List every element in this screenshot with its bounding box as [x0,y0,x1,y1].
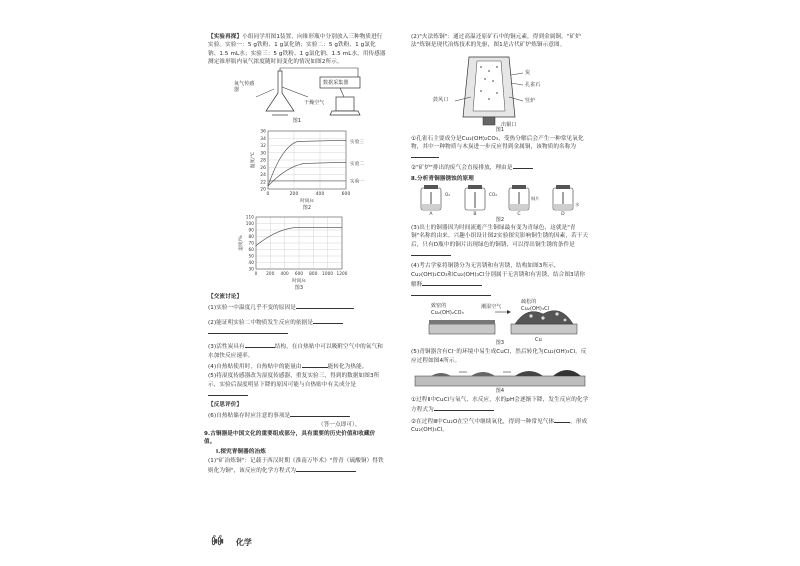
answer-blank-r5-2[interactable] [554,416,570,423]
intro-text: 小组同学用图1装置，向锥形瓶中分别放入三种物质进行实验。实验一：5 g铁粉、1 g氯化钠；实验二：5 g铁粉、1 g氯化钠、1.5 mL水；实验三：5 g铁粉、1 g氯化钠、1.5 mL水，用传感器测定锥形瓶内氧气浓度随时间变化的情况如图2所示。 [208,34,386,65]
jars-caption: 图2 [495,217,505,224]
dry-air-label: 干燥空气 [304,100,325,107]
question-r5-1-text: ①过程Ⅱ中CuCl与氧气、水反应，水的pH会逐渐下降，发生反应的化学方程式为 [411,397,589,414]
answer-blank-r4b[interactable] [411,289,491,296]
fig2-caption: 图2 [302,205,312,212]
question-4-text-b: 能转化为热能。 [327,363,368,370]
question-r4-text: (4)考古学家将铜锈分为无害锈和有害锈，结构如图3所示，Cu₂(OH)₂CO₃和Cu₂(OH)₃Cl分别属于无害锈和有害锈，结合图3请你解释 [411,263,586,288]
question-3-text-a: (3)活性炭具有 [208,344,245,351]
fig3-ytick: 50 [248,253,254,259]
furnace-label-carbon: 炭 [525,69,531,76]
fig3-xtick: 400 [280,271,289,277]
jar-water [554,204,572,209]
jar-letter: C [517,212,521,218]
question-r4 [411,262,589,299]
fig2-ytick: 26 [260,166,266,172]
publisher-logo: ꀼꀼ [211,538,224,548]
jar-letter: A [429,212,433,218]
page-footer [211,536,252,548]
question-4-text-a: (4)自热贴使用时，自热贴中的能量由 [208,363,302,370]
fig3-xtick: 200 [266,271,275,277]
question-9-1-text: (1)"矿冶炼铜"：记载于西汉时期《淮南万毕术》"曾青（硫酸铜）得铁则化为铜"，该反应的化学方程式为 [208,457,384,475]
fig2-series-label: 实验二 [350,162,365,168]
fig2-ytick: 32 [260,144,266,150]
jar-label-o2: O₂ [445,192,451,198]
jar-label-water: 水 [575,202,580,208]
jar-label-copper: 铜片 [531,196,540,202]
question-5-text: (5)将湿度传感器改为湿度传感器，重复实验三，得到的数据如图3所示，实验后湿度明显下降的原因可能与自热贴中有关成分是 [208,373,380,388]
question-r3-text: (3)出土的铜器因为时间流逝产生铜绿最有变为青绿色，这就是"青铜"名称的由来。兴趣小组设计图2实验探究影响铜生锈的因素，若干天后，只有D瓶中的铜片出现绿色的铜锈，可以得出铜生锈的条件是 [411,225,589,248]
jar-water [422,204,440,209]
fig2-ylabel: 温度/℃ [251,152,256,169]
rust-label-cu: Cu [535,337,542,344]
intro-paragraph [208,33,386,66]
fig3-ytick: 30 [248,266,254,272]
question-r5-2-text: ②在过程Ⅲ中Cu₂O在空气中继续氧化，得到一种常见气体 [411,418,555,425]
fig2-xlabel: 时间/s [300,199,314,205]
jar-lid [424,185,438,189]
discussion-heading: 【交流讨论】 [208,294,243,301]
jar-lid [512,185,526,189]
fig3-ytick: 40 [248,260,254,266]
jar-water [510,204,528,209]
figure-3-plot [208,213,386,291]
question-3 [208,341,386,360]
fig3-xlabel: 时间/s [292,279,306,285]
process-caption: 图4 [495,388,505,395]
subject-label: 化学 [235,538,252,547]
jar-label-co2: CO₂ [489,192,498,198]
oxygen-sensor-label: 氧气传感器 [234,81,255,94]
fig2-ytick: 28 [260,158,266,164]
fig2-ytick: 24 [260,173,266,179]
data-collector-label: 数据采集器 [323,80,349,87]
rust-label-humid-air: 潮湿空气 [481,304,502,311]
fig3-ytick: 110 [245,214,254,220]
question-4 [208,361,386,371]
answer-blank-1[interactable] [296,302,354,309]
fig2-xtick: 0 [266,192,270,198]
furnace-caption: 图1 [495,126,505,133]
fig3-xtick: 800 [309,271,318,277]
question-r3 [411,224,589,259]
fig2-xtick: 200 [289,192,299,198]
answer-blank-2[interactable] [313,317,343,324]
answer-blank-r3[interactable] [411,249,451,256]
question-9 [204,430,386,447]
question-5 [208,372,386,399]
fig2-ytick: 34 [260,137,266,143]
fig3-ytick: 80 [248,234,254,240]
rust-figure [411,300,589,348]
left-column [204,33,386,477]
reflect-heading: 【反思评价】 [208,402,243,409]
jar-lid [468,185,482,189]
question-r2-intro-text: (2)"火法炼铜"：通过高温还原矿石中的铜元素，得到金属铜。"矿炉法"炼铜是现代冶炼技术的先驱，图1是古代矿炉炼铜示意图。 [411,34,581,49]
fig2-ytick: 30 [260,151,266,157]
fig3-caption: 图3 [294,285,304,292]
question-r5-text: (5)青铜器含有Cl⁻的环境中易生成CuCl，然后转化为Cu₂(OH)₃Cl，反应过程如图4所示。 [411,349,587,364]
question-r5 [411,348,589,365]
figure-1-apparatus [208,67,386,127]
question-r2-1 [411,135,589,162]
question-r5-1 [411,396,589,415]
fig3-ytick: 90 [248,227,254,233]
rust-caption: 图3 [495,340,505,347]
fig3-xtick: 0 [254,271,258,277]
right-column [411,33,589,435]
answer-blank-9-1[interactable] [296,465,356,472]
furnace-label-blower-left: 鼓风口 [433,96,449,103]
answer-blank-r2-2[interactable] [513,162,533,169]
fig2-ytick: 22 [260,180,266,186]
answer-blank-6[interactable] [290,410,350,417]
question-r5-2 [411,416,589,435]
fig2-series-label: 实验一 [350,179,365,185]
rust-label-loose: 疏松的 [521,299,537,306]
question-6 [208,410,386,429]
answer-blank-5[interactable] [208,389,248,396]
rust-label-formula-a: Cu₂(OH)₂CO₃ [431,310,464,317]
question-r2-intro [411,33,589,50]
fig2-ytick: 20 [260,187,266,193]
question-1 [208,302,386,312]
figure-2-chart [208,127,386,213]
figure-3-chart [208,213,386,291]
jar-letter: D [561,212,565,218]
process-figure [411,366,589,396]
answer-blank-4[interactable] [302,361,328,368]
rust-label-formula-b: Cu₂(OH)₃Cl [521,306,550,313]
section-1-heading [208,448,386,456]
rust-label-dense: 致密的 [431,303,447,310]
section-1-text: Ⅰ.探究青铜器的冶炼 [216,448,266,455]
fig2-series-curve-2 [268,163,346,187]
fig2-ytick: 36 [260,129,266,135]
fig3-xtick: 1200 [336,271,348,277]
answer-blank-r5-1[interactable] [434,404,494,411]
question-6-text-a: (6)自热贴储存时应注意的事项是 [208,413,291,420]
fig3-ylabel: 湿度/% [239,235,244,251]
question-1-text: (1)实验一中温度几乎不变的原因是 [208,305,296,312]
jar-letter: B [473,212,477,218]
furnace-label-outlet: 出铜口 [501,121,517,128]
fig2-xtick: 600 [341,192,351,198]
furnace-label-malachite: 孔雀石 [525,81,541,88]
fig2-xtick: 400 [315,192,325,198]
question-3-text-b: 结构，在自热贴中可以吸附空气中的氧气和水加快反应速率。 [208,344,383,359]
question-2-text: (2)能证明实验二中物质发生反应的依据是 [208,319,314,326]
furnace-label-shaft: 竖炉 [525,97,536,104]
answer-blank-r2-1[interactable] [411,151,439,158]
jar-lid [556,185,570,189]
fig3-xtick: 1000 [322,271,334,277]
fig2-series-label: 实验三 [350,140,365,146]
answer-blank-3[interactable] [245,341,275,348]
figure-1-caption: 图1 [292,118,302,125]
fig3-xtick: 600 [294,271,304,277]
question-9-1 [208,457,386,476]
question-r2-2-text: ②"矿炉"排出的废气会直接排放，理由是 [411,165,513,172]
question-r2-2 [411,162,589,172]
figure-2-plot [208,127,386,213]
question-9-text: 9.古铜器是中国文化的重要组成部分，具有重要的历史价值和收藏价值。 [204,431,376,446]
furnace-drawing [411,51,589,135]
fig3-ytick: 60 [248,247,254,253]
question-r2-1-text: ①孔雀石主要成分是Cu₂(OH)₂CO₃，受热分解后会产生一种常见氧化物，其中一种物质与木炭进一步反应得到金属铜，该物质的名称为 [411,135,584,150]
fig3-ytick: 70 [248,240,254,246]
question-2 [208,317,386,338]
question-r5-3-text: ，形成Cu₂(OH)₃Cl。 [411,418,588,433]
section-2-heading: Ⅱ.分析青铜器锈蚀的原理 [411,175,474,182]
intro-tag: 【实验再探】 [208,34,243,40]
jars-figure [411,184,589,224]
furnace-figure [411,51,589,135]
answer-blank-r4[interactable] [422,279,482,286]
answer-blank-2b[interactable] [208,327,288,334]
fig3-ytick: 100 [245,221,254,227]
question-6-text-b: （答一点即可）。 [318,421,361,428]
